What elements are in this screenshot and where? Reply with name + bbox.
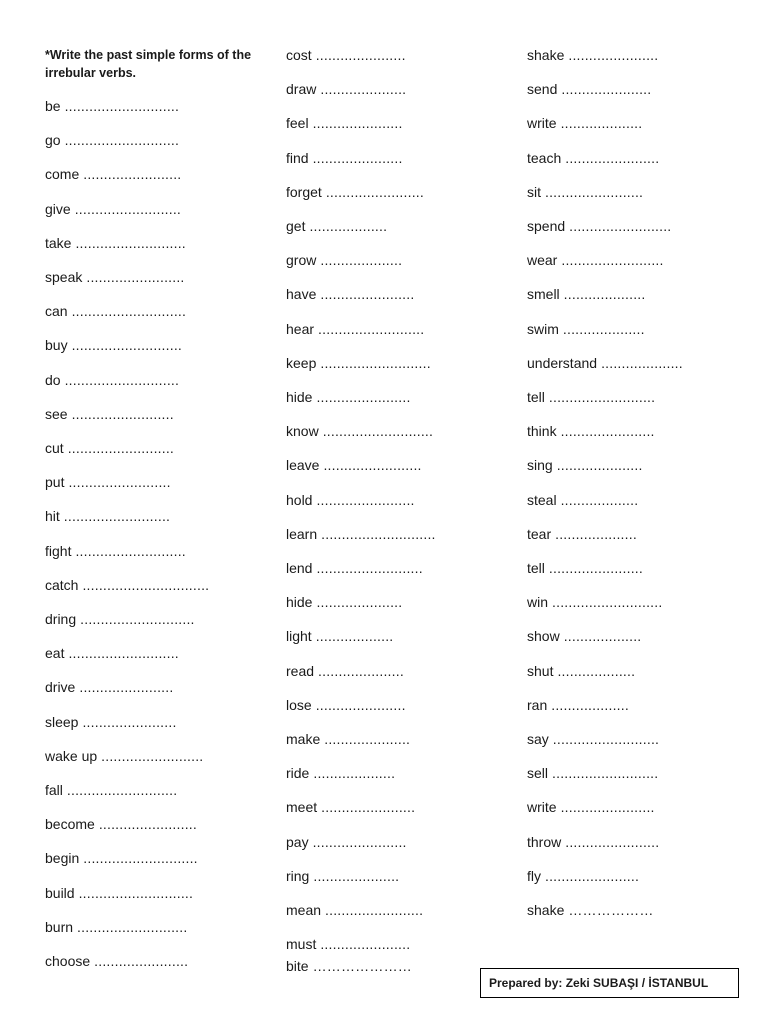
answer-blank[interactable]: ............................ — [80, 611, 195, 627]
verb-item — [45, 507, 170, 525]
verb-item — [286, 901, 423, 919]
verb-item — [286, 354, 431, 372]
verb-item — [286, 798, 415, 816]
answer-blank[interactable]: ....................... — [94, 953, 189, 969]
answer-blank[interactable]: ............................ — [78, 884, 194, 901]
verb-item — [45, 678, 173, 696]
verb-item — [45, 165, 181, 183]
answer-blank[interactable]: ......................... — [101, 747, 204, 764]
verb-item — [286, 251, 402, 269]
verb-word: shake — [527, 47, 565, 63]
answer-blank[interactable]: ....................... — [565, 149, 660, 166]
verb-item — [45, 336, 182, 354]
answer-blank[interactable]: .................... — [313, 765, 396, 782]
answer-blank[interactable]: .......................... — [548, 389, 656, 405]
verb-word: write — [527, 799, 557, 816]
verb-word: tear — [527, 525, 552, 542]
verb-word: bite — [286, 958, 309, 975]
verb-item — [286, 559, 423, 577]
answer-blank[interactable]: ............................... — [82, 576, 210, 593]
verb-item — [45, 97, 179, 115]
verb-word: spend — [527, 218, 566, 234]
answer-blank[interactable]: ………………… — [312, 958, 412, 975]
verb-word: choose — [45, 953, 91, 969]
answer-blank[interactable]: .................... — [562, 320, 645, 337]
verb-word: sit — [527, 183, 541, 200]
answer-blank[interactable]: ....................... — [565, 833, 660, 850]
verb-word: begin — [45, 850, 80, 867]
verb-item — [286, 525, 436, 543]
answer-blank[interactable]: ............................ — [321, 525, 436, 542]
answer-blank[interactable]: ..................... — [324, 731, 411, 747]
verb-item — [286, 388, 411, 406]
answer-blank[interactable]: ..................... — [556, 457, 643, 474]
answer-blank[interactable]: ........................... — [552, 594, 663, 611]
verb-word: fall — [45, 782, 63, 798]
answer-blank[interactable]: .......................... — [552, 731, 660, 747]
answer-blank[interactable]: ........................ — [325, 902, 424, 918]
answer-blank[interactable]: ...................... — [568, 47, 659, 63]
answer-blank[interactable]: ....................... — [560, 799, 655, 816]
verb-word: buy — [45, 337, 68, 354]
verb-word: wake up — [45, 747, 98, 764]
answer-blank[interactable]: .................... — [563, 286, 646, 303]
answer-blank[interactable]: .................... — [555, 525, 637, 542]
verb-item — [527, 456, 643, 474]
verb-item — [45, 781, 177, 799]
verb-word: hide — [286, 594, 313, 611]
verb-word: hold — [286, 491, 313, 508]
verb-item — [45, 371, 179, 389]
verb-word: find — [286, 149, 309, 166]
verb-word: cut — [45, 440, 64, 456]
verb-item — [527, 901, 654, 919]
answer-blank[interactable]: ....................... — [79, 679, 174, 696]
verb-item — [527, 422, 655, 440]
verb-item — [286, 149, 403, 167]
verb-word: say — [527, 731, 549, 747]
answer-blank[interactable]: ...................... — [315, 696, 406, 713]
answer-blank[interactable]: .......................... — [552, 765, 659, 782]
answer-blank[interactable]: ..................... — [313, 867, 400, 884]
verb-word: ran — [527, 696, 548, 713]
answer-blank[interactable]: ............................ — [71, 303, 187, 320]
answer-blank[interactable]: ........................... — [66, 782, 178, 798]
answer-blank[interactable]: ........................... — [75, 542, 186, 559]
verb-word: must — [286, 936, 317, 953]
answer-blank[interactable]: .......................... — [318, 320, 425, 337]
verb-word: draw — [286, 81, 317, 98]
answer-blank[interactable]: ..................... — [316, 594, 403, 611]
verb-item — [527, 217, 671, 235]
verb-word: throw — [527, 833, 562, 850]
verb-word: show — [527, 628, 560, 645]
answer-blank[interactable]: ........................ — [316, 491, 415, 508]
verb-word: hit — [45, 508, 60, 525]
verb-word: give — [45, 200, 71, 217]
verb-item — [45, 918, 187, 936]
verb-item — [527, 627, 641, 645]
instruction-text: *Write the past simple forms of the irrebular verbs. — [45, 48, 252, 80]
verb-item — [286, 764, 395, 782]
answer-blank[interactable]: ......................... — [569, 218, 672, 234]
answer-blank[interactable]: ....................... — [320, 286, 415, 303]
answer-blank[interactable]: ............................ — [83, 850, 198, 867]
verb-word: feel — [286, 115, 309, 132]
verb-word: fight — [45, 542, 72, 559]
verb-item — [45, 884, 193, 902]
answer-blank[interactable]: ................... — [551, 696, 629, 713]
verb-word: think — [527, 423, 557, 440]
verb-item — [527, 251, 664, 269]
answer-blank[interactable]: ....................... — [560, 423, 655, 440]
verb-word: read — [286, 662, 315, 679]
verb-item — [45, 302, 186, 320]
verb-word: pay — [286, 833, 309, 850]
answer-blank[interactable]: ....................... — [312, 833, 407, 850]
verb-item — [45, 952, 188, 970]
answer-blank[interactable]: ......................... — [561, 252, 664, 269]
verb-word: teach — [527, 149, 562, 166]
answer-blank[interactable]: ................... — [309, 218, 388, 234]
verb-word: keep — [286, 354, 317, 371]
verb-item — [45, 815, 197, 833]
answer-blank[interactable]: .......................... — [316, 560, 423, 576]
verb-item — [45, 200, 181, 218]
answer-blank[interactable]: ........................... — [71, 337, 182, 354]
answer-blank[interactable]: ........................... — [77, 918, 188, 935]
answer-blank[interactable]: ........................ — [545, 183, 644, 200]
answer-blank[interactable]: ............................ — [64, 98, 180, 114]
verb-word: forget — [286, 183, 322, 200]
verb-item — [286, 730, 410, 748]
verb-word: drive — [45, 679, 76, 696]
answer-blank[interactable]: ..................... — [320, 81, 407, 98]
verb-item — [286, 80, 406, 98]
verb-item — [45, 268, 185, 286]
verb-word: come — [45, 166, 80, 183]
verb-word: can — [45, 303, 68, 320]
verb-item — [286, 696, 406, 714]
verb-item — [286, 46, 406, 64]
verb-item — [45, 405, 174, 423]
verb-item — [45, 131, 179, 149]
verb-item — [527, 320, 645, 338]
verb-item — [527, 730, 659, 748]
verb-word: understand — [527, 354, 598, 371]
verb-word: sell — [527, 765, 549, 782]
verb-word: win — [527, 594, 549, 611]
answer-blank[interactable]: .................... — [560, 115, 643, 132]
answer-blank[interactable]: ........................ — [83, 166, 182, 183]
verb-word: burn — [45, 918, 74, 935]
verb-word: send — [527, 81, 558, 98]
verb-item — [286, 183, 424, 201]
answer-blank[interactable]: ......................... — [68, 474, 171, 491]
answer-blank[interactable]: ...................... — [315, 47, 406, 63]
verb-item — [286, 456, 422, 474]
prepared-by-box: Prepared by: Zeki SUBAŞI / İSTANBUL — [480, 968, 739, 998]
verb-item — [286, 422, 433, 440]
verb-item — [527, 833, 659, 851]
verb-word: write — [527, 115, 557, 132]
verb-word: hear — [286, 320, 315, 337]
verb-word: have — [286, 286, 317, 303]
answer-blank[interactable]: ........................ — [323, 457, 422, 474]
verb-word: lose — [286, 696, 312, 713]
verb-word: get — [286, 218, 306, 234]
verb-word: eat — [45, 645, 65, 662]
verb-item — [286, 593, 402, 611]
answer-blank[interactable]: ........................... — [68, 645, 179, 662]
verb-word: be — [45, 98, 61, 114]
answer-blank[interactable]: .................... — [320, 252, 403, 269]
verb-item — [286, 662, 404, 680]
verb-item — [45, 610, 195, 628]
verb-item — [527, 662, 635, 680]
verb-word: grow — [286, 252, 317, 269]
verb-item — [286, 285, 414, 303]
verb-item — [286, 867, 399, 885]
verb-word: put — [45, 474, 65, 491]
verb-word: cost — [286, 47, 312, 63]
verb-word: steal — [527, 491, 557, 508]
verb-item — [286, 114, 403, 132]
verb-item — [527, 867, 639, 885]
verb-item — [45, 713, 177, 731]
verb-item — [286, 217, 387, 235]
answer-blank[interactable]: ................... — [315, 628, 394, 645]
verb-word: do — [45, 371, 61, 388]
verb-item — [527, 114, 642, 132]
answer-blank[interactable]: ........................ — [86, 269, 185, 285]
answer-blank[interactable]: ...................... — [561, 81, 652, 98]
verb-word: see — [45, 405, 68, 422]
answer-blank[interactable]: ...................... — [320, 936, 411, 953]
verb-item — [45, 644, 179, 662]
verb-item — [527, 798, 655, 816]
verb-word: build — [45, 884, 75, 901]
answer-blank[interactable]: ....................... — [82, 713, 177, 730]
verb-item — [45, 849, 198, 867]
verb-word: meet — [286, 799, 318, 816]
answer-blank[interactable]: ....................... — [548, 560, 643, 576]
verb-word: shake — [527, 902, 565, 918]
verb-item — [45, 542, 186, 560]
answer-blank[interactable]: ....................... — [545, 867, 640, 884]
verb-word: smell — [527, 286, 560, 303]
verb-word: lend — [286, 560, 313, 576]
verb-item — [527, 46, 658, 64]
verb-word: fly — [527, 867, 541, 884]
verb-word: catch — [45, 576, 79, 593]
verb-item — [527, 525, 637, 543]
verb-word: ring — [286, 867, 310, 884]
answer-blank[interactable]: ................... — [560, 491, 639, 508]
answer-blank[interactable]: .......................... — [74, 200, 182, 217]
verb-item — [45, 473, 171, 491]
verb-word: tell — [527, 560, 545, 576]
verb-word: know — [286, 423, 319, 440]
verb-word: learn — [286, 525, 318, 542]
verb-item — [286, 491, 415, 509]
answer-blank[interactable]: ........................... — [75, 234, 186, 251]
answer-blank[interactable]: ........................ — [98, 816, 197, 833]
verb-item — [527, 764, 658, 782]
verb-word: mean — [286, 902, 322, 918]
answer-blank[interactable]: ...................... — [312, 115, 403, 132]
verb-word: make — [286, 731, 321, 747]
answer-blank[interactable]: ....................... — [321, 799, 416, 816]
verb-word: shut — [527, 662, 554, 679]
verb-item — [527, 285, 645, 303]
verb-word: leave — [286, 457, 320, 474]
answer-blank[interactable]: ........................... — [320, 354, 431, 371]
answer-blank[interactable]: ................... — [563, 628, 642, 645]
answer-blank[interactable]: .................... — [601, 354, 683, 371]
verb-item — [286, 320, 424, 338]
verb-item — [527, 388, 655, 406]
verb-item — [45, 576, 209, 594]
verb-item — [286, 833, 407, 851]
verb-item — [527, 559, 643, 577]
answer-blank[interactable]: .......................... — [63, 508, 171, 525]
verb-item — [527, 80, 651, 98]
verb-item — [45, 439, 174, 457]
answer-blank[interactable]: ......................... — [71, 405, 174, 422]
verb-word: dring — [45, 611, 77, 627]
verb-item — [286, 935, 410, 953]
verb-word: swim — [527, 320, 559, 337]
verb-item — [527, 696, 629, 714]
verb-word: sleep — [45, 713, 79, 730]
verb-item — [527, 593, 662, 611]
verb-word: light — [286, 628, 312, 645]
answer-blank[interactable]: ............................ — [64, 371, 180, 388]
verb-item — [45, 234, 186, 252]
answer-blank[interactable]: ..................... — [318, 662, 404, 679]
verb-word: tell — [527, 389, 545, 405]
verb-item — [45, 747, 203, 765]
verb-word: take — [45, 234, 72, 251]
verb-word: ride — [286, 765, 310, 782]
verb-word: sing — [527, 457, 553, 474]
verb-item — [527, 354, 683, 372]
answer-blank[interactable]: ........................ — [325, 183, 424, 200]
verb-word: hide — [286, 389, 313, 405]
answer-blank[interactable]: ...................... — [312, 149, 403, 166]
answer-blank[interactable]: ....................... — [316, 389, 411, 405]
verb-word: go — [45, 132, 61, 149]
answer-blank[interactable]: ........................... — [322, 423, 434, 440]
answer-blank[interactable]: ............................ — [64, 132, 180, 149]
answer-blank[interactable]: .......................... — [67, 440, 175, 456]
verb-item — [527, 149, 659, 167]
verb-item — [527, 183, 643, 201]
verb-item — [527, 491, 638, 509]
verb-item — [286, 627, 393, 645]
verb-word: speak — [45, 269, 83, 285]
answer-blank[interactable]: ……………… — [568, 902, 654, 918]
verb-word: wear — [527, 252, 558, 269]
verb-item — [286, 957, 412, 975]
answer-blank[interactable]: ................... — [557, 662, 636, 679]
verb-word: become — [45, 816, 95, 833]
